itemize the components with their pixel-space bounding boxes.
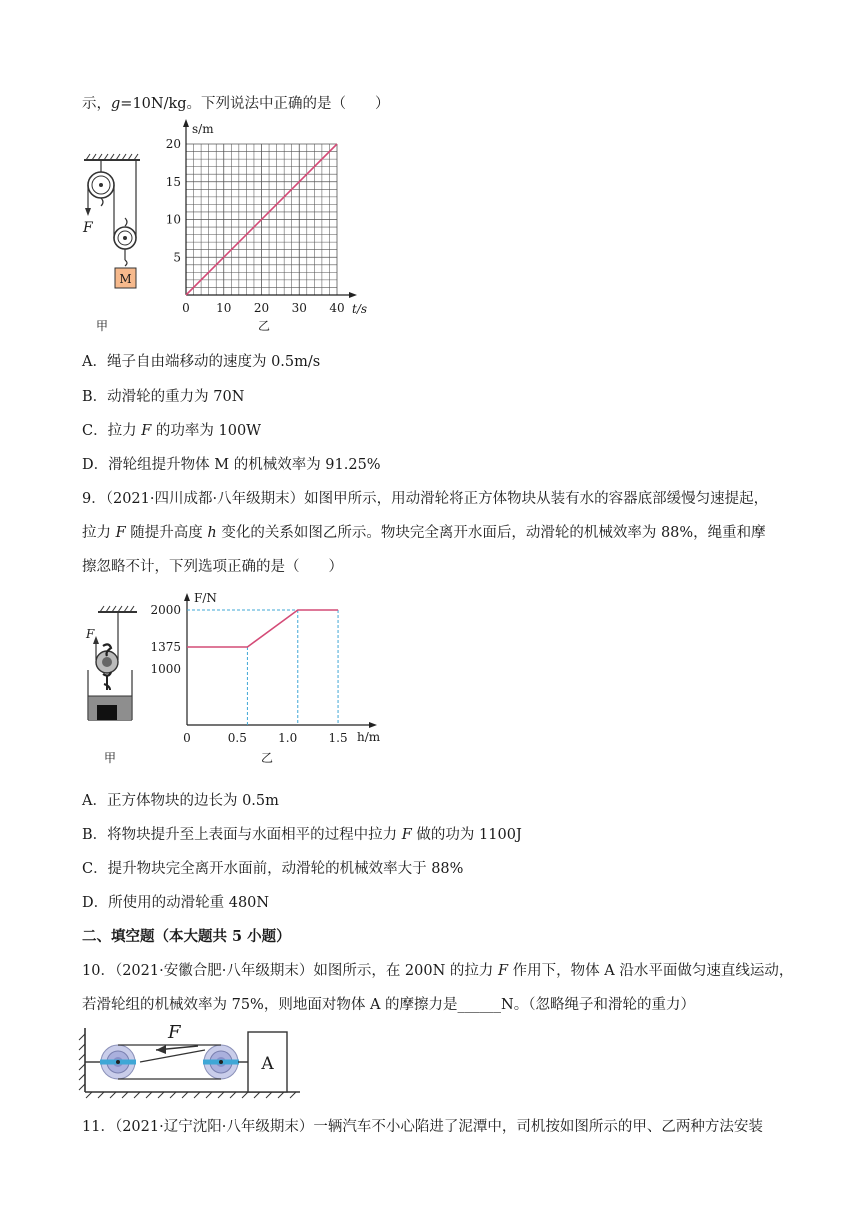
- q9-pulley-diagram: [85, 606, 137, 765]
- x-tick-label: 10: [216, 301, 232, 315]
- dashed-guides: [187, 610, 338, 725]
- y-tick-label: 10: [165, 212, 181, 227]
- y-axis-label: s/m: [192, 122, 214, 136]
- q8-st-chart: [166, 119, 367, 333]
- label-jia: 甲: [95, 319, 109, 333]
- y-tick-label: 20: [165, 137, 181, 151]
- q9-option-a[interactable]: A．正方体物块的边长为 0.5m: [82, 793, 279, 809]
- x-tick-label: 0: [183, 731, 191, 745]
- mass-label: M: [119, 272, 132, 286]
- q9-option-b[interactable]: B．将物块提升至上表面与水面相平的过程中拉力 F 做的功为 1100J: [82, 827, 522, 843]
- y-tick-label: 1375: [150, 640, 181, 654]
- force-label: F: [83, 220, 93, 236]
- q8-pulley-diagram: [82, 154, 140, 333]
- x-tick-label: 0: [182, 301, 190, 315]
- y-tick-label: 5: [173, 250, 181, 265]
- label-yi: 乙: [260, 751, 274, 765]
- x-tick-label: 1.5: [328, 731, 348, 745]
- block-label: A: [261, 1054, 274, 1074]
- x-tick-label: 40: [329, 301, 345, 315]
- x-axis-label: t/s: [352, 302, 368, 316]
- y-tick-label: 15: [165, 174, 181, 189]
- q9-stem-line2: 拉力 F 随提升高度 h 变化的关系如图乙所示。物块完全离开水面后，动滑轮的机械效率为 88%，绳重和摩: [82, 525, 766, 541]
- q8-option-b[interactable]: B．动滑轮的重力为 70N: [82, 389, 245, 405]
- section-heading: 二、填空题（本大题共 5 小题）: [82, 928, 291, 945]
- force-label: F: [86, 627, 95, 641]
- x-tick-label: 20: [253, 301, 270, 315]
- series-line: [187, 610, 338, 647]
- x-tick-label: 1.0: [278, 731, 298, 745]
- q9-fh-chart: [150, 591, 380, 765]
- x-tick-label: 0.5: [227, 731, 247, 745]
- movable-pulley-right: [203, 1045, 239, 1079]
- label-yi: 乙: [257, 319, 271, 333]
- q9-option-c[interactable]: C．提升物块完全离开水面前，动滑轮的机械效率大于 88%: [82, 861, 464, 877]
- x-axis-label: h/m: [357, 730, 381, 744]
- x-tick-label: 30: [291, 301, 307, 315]
- q11-stem-line1: 11．（2021·辽宁沈阳·八年级期末）一辆汽车不小心陷进了泥潭中，司机按如图所示的甲、乙两种方法安装: [82, 1119, 763, 1135]
- q9-stem-line3: 擦忽略不计，下列选项正确的是（ ）: [82, 559, 343, 575]
- q8-option-a[interactable]: A．绳子自由端移动的速度为 0.5m/s: [82, 354, 321, 370]
- fixed-pulley-left: [100, 1045, 136, 1079]
- force-label: F: [168, 1022, 181, 1043]
- q10-stem-line2: 若滑轮组的机械效率为 75%，则地面对物体 A 的摩擦力是______N。（忽略绳子和滑轮的重力）: [82, 997, 695, 1013]
- q8-figure: [0, 0, 860, 340]
- q8-option-d[interactable]: D．滑轮组提升物体 M 的机械效率为 91.25%: [82, 457, 381, 473]
- y-tick-label: 2000: [150, 603, 181, 617]
- q9-option-d[interactable]: D．所使用的动滑轮重 480N: [82, 895, 270, 911]
- y-tick-label: 1000: [150, 662, 181, 676]
- q9-stem-line1: 9．（2021·四川成都·八年级期末）如图甲所示，用动滑轮将正方体物块从装有水的容器底部缓慢匀速提起，: [82, 491, 769, 507]
- y-axis-label: F/N: [194, 591, 217, 605]
- q8-option-c[interactable]: C．拉力 F 的功率为 100W: [82, 423, 262, 439]
- q10-stem-line1: 10．（2021·安徽合肥·八年级期末）如图所示，在 200N 的拉力 F 作用下，物体 A 沿水平面做匀速直线运动，: [82, 963, 794, 979]
- label-jia: 甲: [103, 751, 117, 765]
- q9-figure: [0, 585, 860, 775]
- q10-figure: [0, 1020, 860, 1100]
- q8-intro: 示，g=10N/kg。下列说法中正确的是（ ）: [82, 96, 390, 112]
